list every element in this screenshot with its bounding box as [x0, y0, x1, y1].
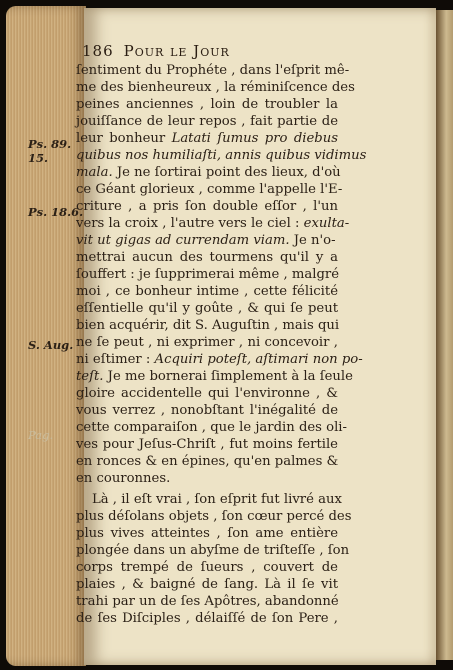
text-line: plus vives atteintes , ſon ame entière	[76, 526, 338, 541]
margin-note-augustine: S. Aug.	[28, 338, 74, 352]
text-line: de ſes Diſciples , délaiſſé de ſon Pere ,	[76, 611, 338, 626]
text-line: ne ſe peut , ni exprimer , ni concevoir ,	[76, 335, 338, 350]
text-line: me des bienheureux , la réminiſcence des	[76, 80, 355, 95]
book-fore-edge	[6, 6, 86, 666]
text-line: quibus nos humiliaſti, annis quibus vidimus	[76, 148, 367, 163]
text-line: vers la croix , l'autre vers le ciel : exulta-	[76, 216, 350, 231]
text-line: vous verrez , nonobſtant l'inégalité de	[76, 403, 338, 418]
text-line: trahi par un de ſes Apôtres, abandonné	[76, 594, 339, 609]
text-line: peines anciennes , loin de troubler la	[76, 97, 338, 112]
margin-note-faint: Pag.	[28, 428, 54, 442]
text-line: vit ut gigas ad currendam viam. Je n'o-	[76, 233, 336, 248]
text-line: criture , a pris ſon double eſſor , l'un	[76, 199, 338, 214]
text-line: ni eſtimer : Acquiri poteſt, aſtimari non po-	[76, 352, 363, 367]
text-line: bien acquérir, dit S. Auguſtin , mais qui	[76, 318, 340, 333]
text-line: ſouffert : je ſupprimerai même , malgré	[76, 267, 339, 282]
text-line: eſſentielle qu'il y goûte , & qui ſe peut	[76, 301, 338, 316]
opposite-page-edge	[436, 10, 453, 660]
text-line: leur bonheur Latati ſumus pro diebus	[76, 131, 338, 146]
text-line: gloire accidentelle qui l'environne , &	[76, 386, 338, 401]
page-number: 186	[82, 42, 114, 60]
text-line: ſentiment du Prophéte , dans l'eſprit mê-	[76, 63, 350, 78]
text-line: ves pour Jeſus-Chriſt , fut moins fertile	[76, 437, 338, 452]
text-line: en couronnes.	[76, 471, 171, 486]
text-line: ce Géant glorieux , comme l'appelle l'E-	[76, 182, 343, 197]
margin-note-psalm-18: Ps. 18.6.	[28, 205, 84, 219]
text-line: cette comparaiſon , que le jardin des oli-	[76, 420, 347, 435]
text-line: mettrai aucun des tourmens qu'il y a	[76, 250, 338, 265]
text-line: plongée dans un abyſme de triſteſſe , ſon	[76, 543, 350, 558]
text-line: corps trempé de ſueurs , couvert de	[76, 560, 338, 575]
text-line: jouiſſance de leur repos , fait partie de	[76, 114, 338, 129]
running-title: Pour le Jour	[123, 42, 230, 60]
text-line: plaies , & baigné de ſang. Là il ſe vit	[76, 577, 338, 592]
text-line: moi , ce bonheur intime , cette félicité	[76, 284, 338, 299]
text-line: Là , il eſt vrai , ſon eſprit fut livré aux	[92, 492, 342, 507]
margin-note-psalm-89: Ps. 89.	[28, 137, 72, 151]
margin-note-verse-15: 15.	[28, 151, 49, 165]
running-head	[82, 42, 332, 60]
text-line: mala. Je ne ſortirai point des lieux, d'où	[76, 165, 341, 180]
text-line: plus déſolans objets , ſon cœur percé des	[76, 509, 352, 524]
text-line: teſt. Je me bornerai ſimplement à la ſeule	[76, 369, 353, 384]
text-line: en ronces & en épines, qu'en palmes &	[76, 454, 339, 469]
